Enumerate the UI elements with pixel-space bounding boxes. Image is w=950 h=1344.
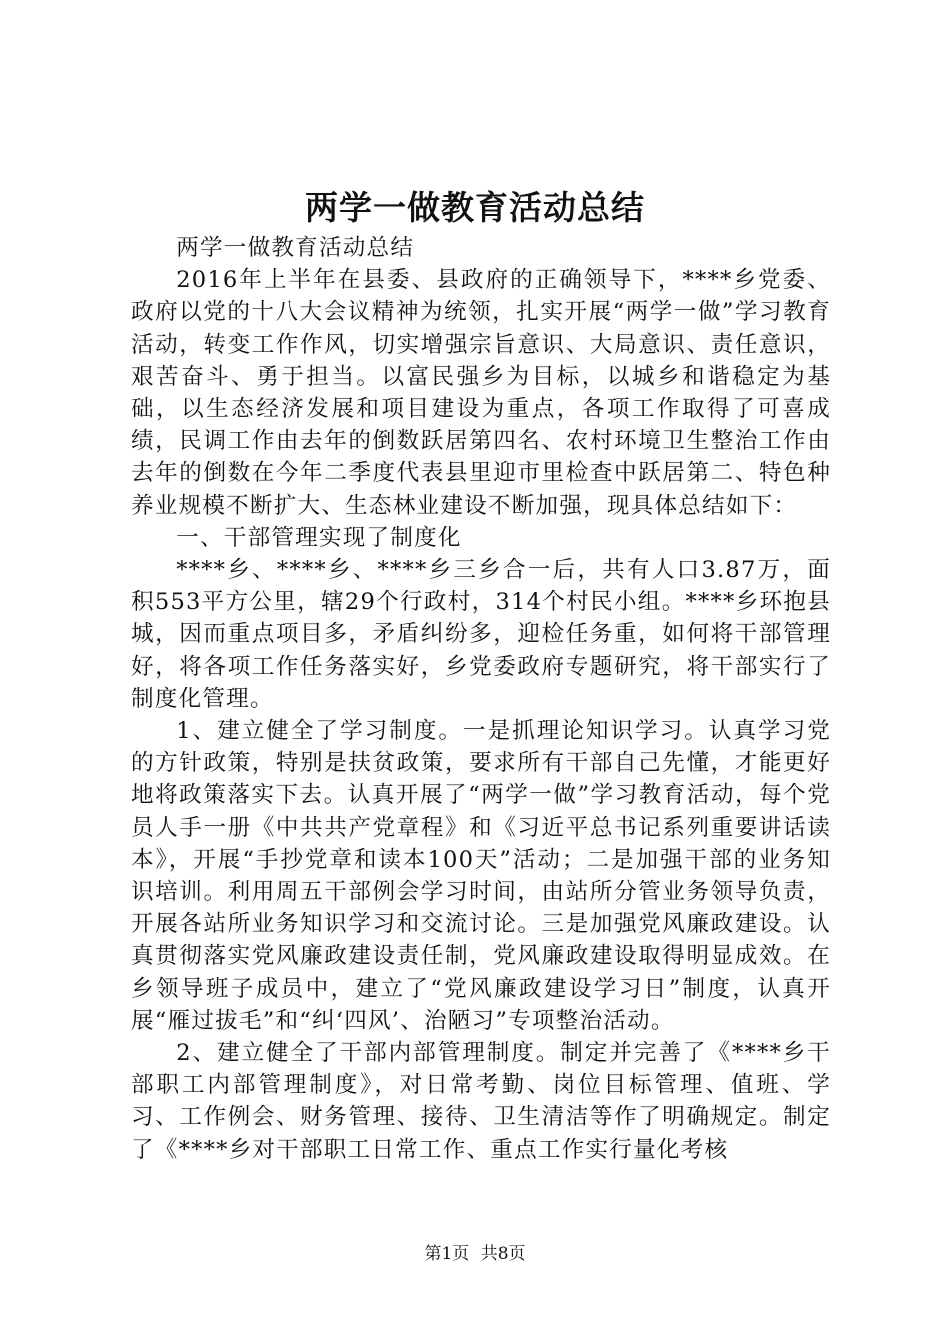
page-total: 共8页 xyxy=(480,1244,526,1264)
body-paragraph-item-2: 2、建立健全了干部内部管理制度。制定并完善了《****乡干部职工内部管理制度》，对日常考勤、岗位目标管理、值班、学习、工作例会、财务管理、接待、卫生清洁等作了明确规定。制定了《****乡对干部职工日常工作、重点工作实行量化考核 xyxy=(131,1040,831,1163)
document-body xyxy=(131,232,831,1166)
body-paragraph-overview: ****乡、****乡、****乡三乡合一后，共有人口3.87万，面积553平方公里，辖29个行政村，314个村民小组。****乡环抱县城，因而重点项目多，矛盾纠纷多，迎检任务重，如何将干部管理好，将各项工作任务落实好，乡党委政府专题研究，将干部实行了制度化管理。 xyxy=(131,557,831,712)
page-number: 第1页 xyxy=(424,1244,470,1264)
section-heading: 一、干部管理实现了制度化 xyxy=(176,524,462,551)
body-paragraph-subtitle: 两学一做教育活动总结 xyxy=(176,235,415,261)
page-footer xyxy=(0,1242,950,1266)
body-paragraph-intro: 2016年上半年在县委、县政府的正确领导下，****乡党委、政府以党的十八大会议精神为统领，扎实开展“两学一做”学习教育活动，转变工作作风，切实增强宗旨意识、大局意识、责任意识，艰苦奋斗、勇于担当。以富民强乡为目标，以城乡和谐稳定为基础，以生态经济发展和项目建设为重点，各项工作取得了可喜成绩，民调工作由去年的倒数跃居第四名、农村环境卫生整治工作由去年的倒数在今年二季度代表县里迎市里检查中跃居第二、特色种养业规模不断扩大、生态林业建设不断加强，现具体总结如下： xyxy=(131,267,831,519)
body-paragraph-item-1: 1、建立健全了学习制度。一是抓理论知识学习。认真学习党的方针政策，特别是扶贫政策，要求所有干部自己先懂，才能更好地将政策落实下去。认真开展了“两学一做”学习教育活动，每个党员人手一册《中共共产党章程》和《习近平总书记系列重要讲话读本》，开展“手抄党章和读本100天”活动；二是加强干部的业务知识培训。利用周五干部例会学习时间，由站所分管业务领导负责，开展各站所业务知识学习和交流讨论。三是加强党风廉政建设。认真贯彻落实党风廉政建设责任制，党风廉政建设取得明显成效。在乡领导班子成员中，建立了“党风廉政建设学习日”制度，认真开展“雁过拔毛”和“纠‘四风’、治陋习”专项整治活动。 xyxy=(131,718,831,1034)
document-title: 两学一做教育活动总结 xyxy=(305,188,645,227)
